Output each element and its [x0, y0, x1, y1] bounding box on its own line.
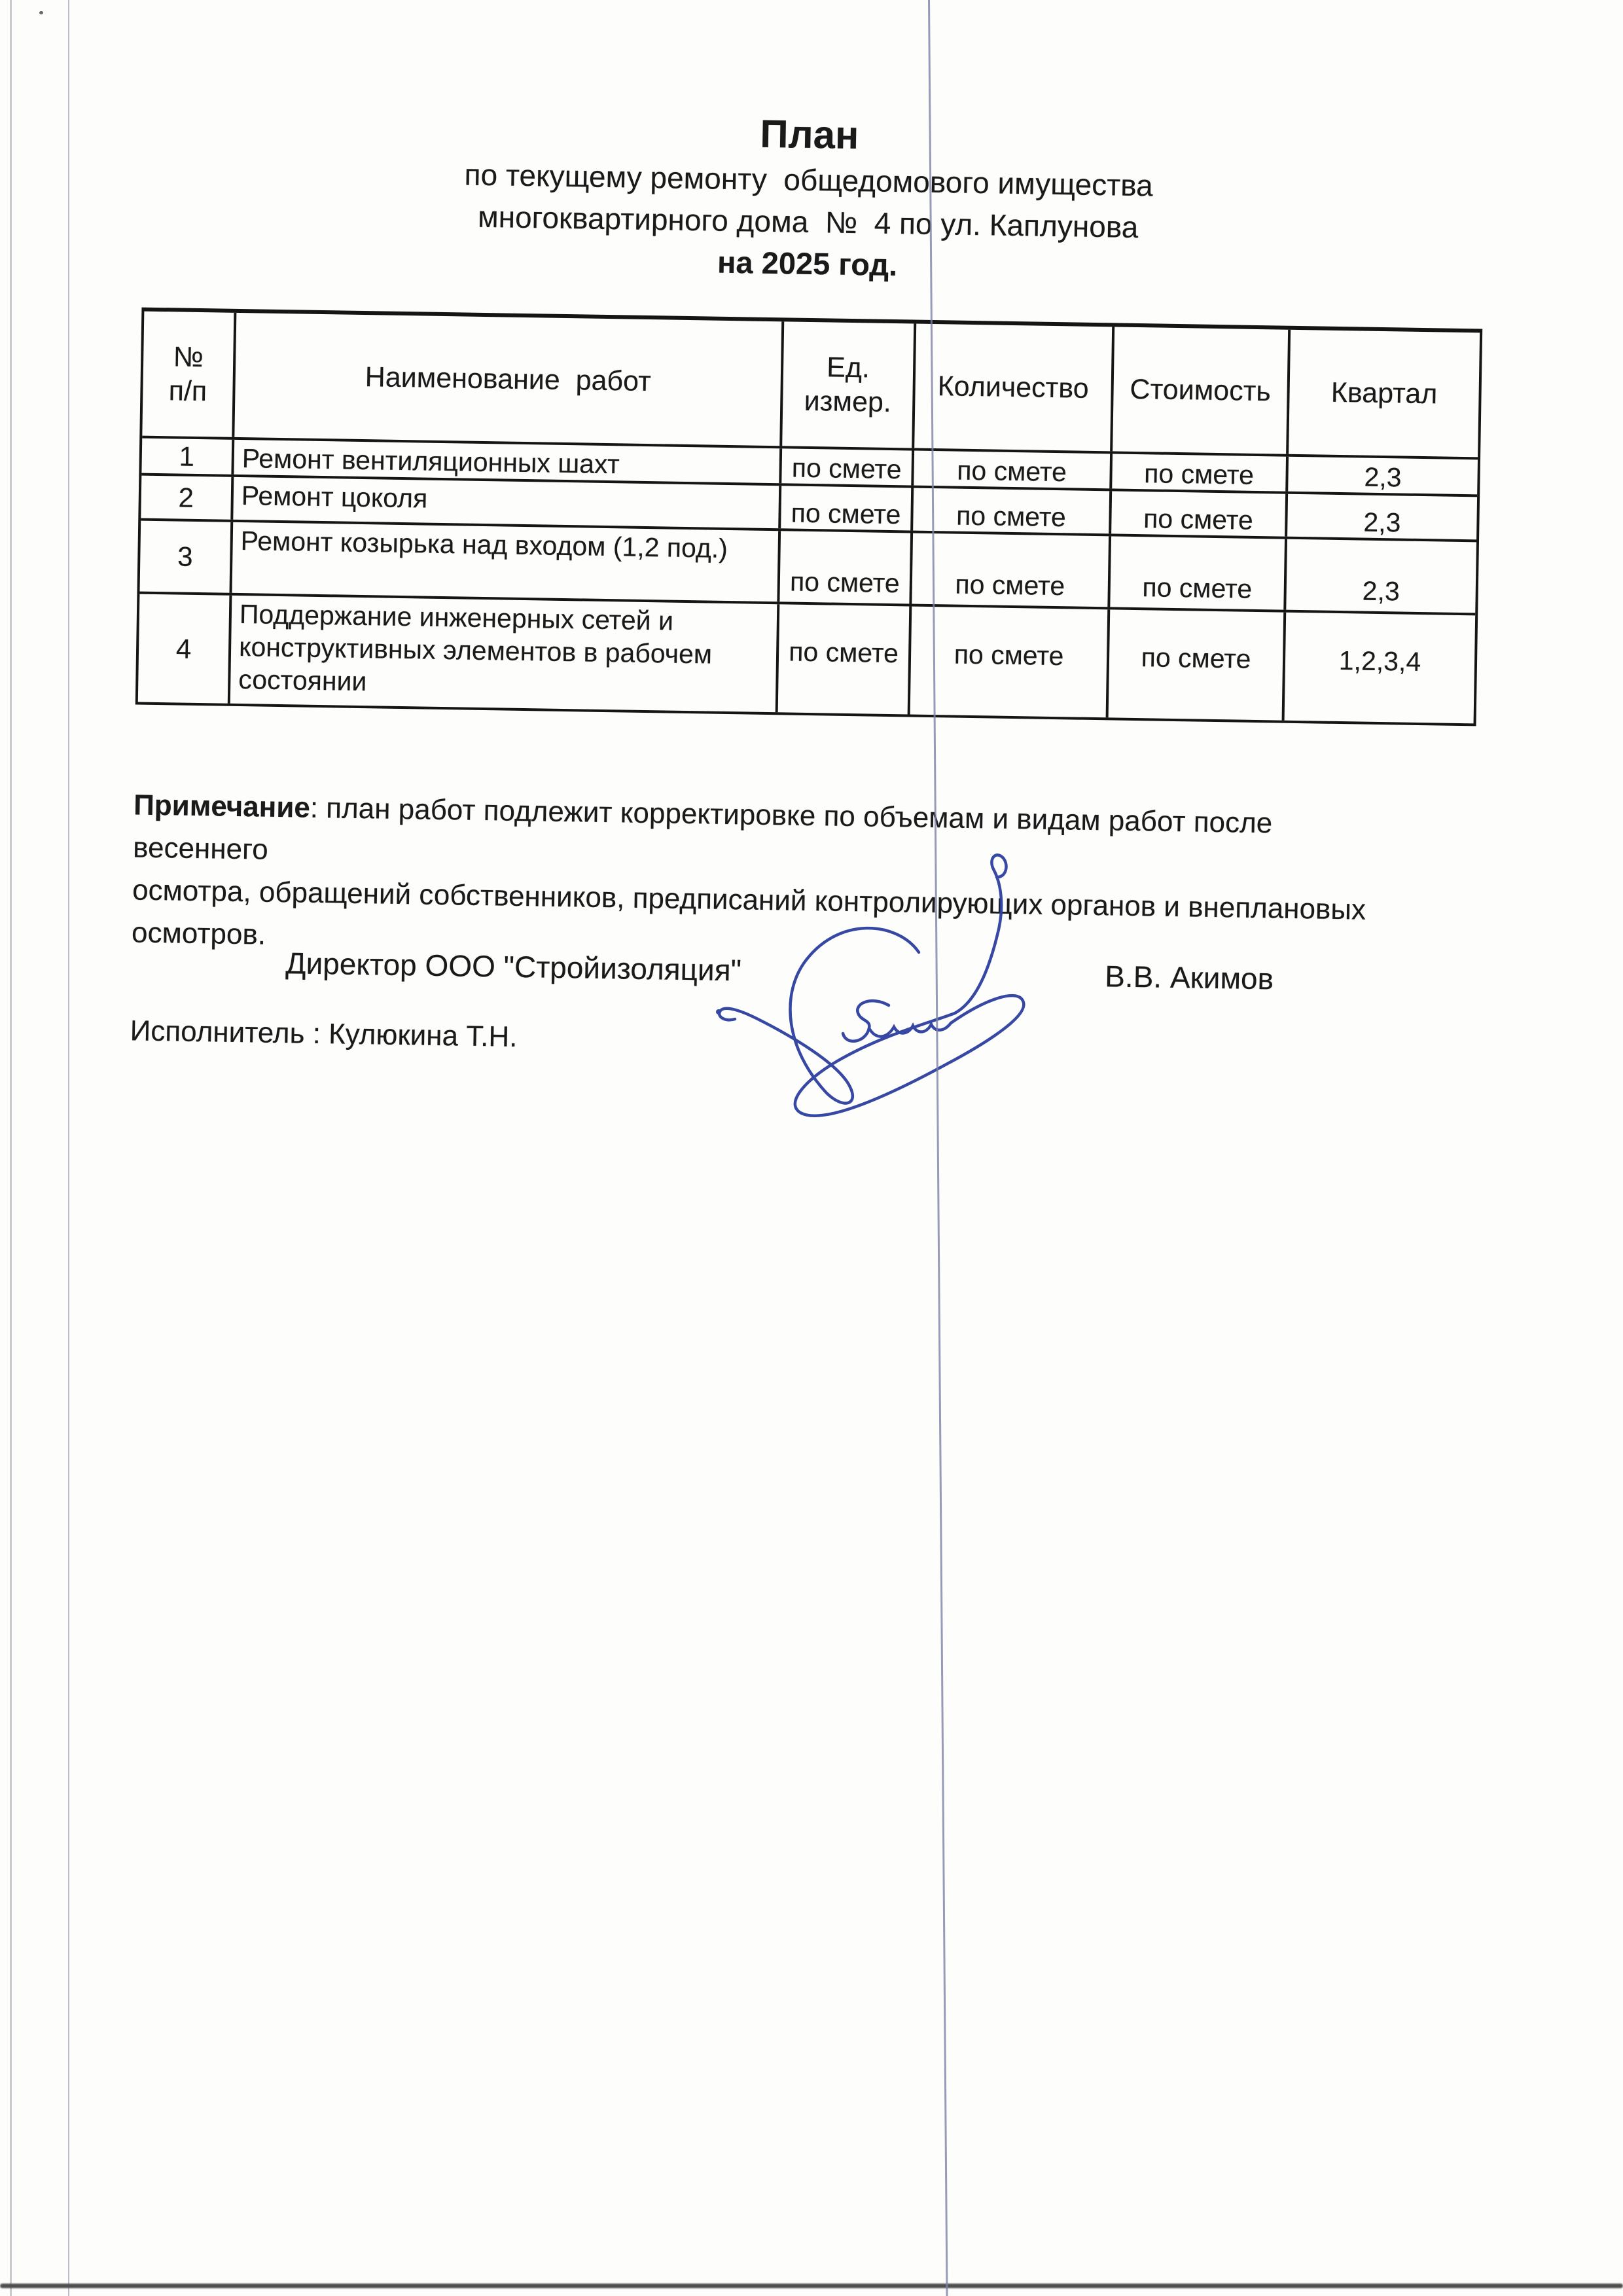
row-cost: по смете: [1109, 491, 1285, 536]
row-qty: по смете: [911, 450, 1110, 488]
document-title-block: [0, 98, 1621, 298]
works-plan-table: [135, 308, 1482, 726]
row-name: Ремонт цоколя: [230, 477, 779, 528]
note-text: : план работ подлежит корректировке по объемам и видам работ после весеннего осмотра, обращений собственников, предписаний контролирующих органов и внеплановых осмотров.: [131, 791, 1366, 951]
executor-line: Исполнитель : Кулюкина Т.Н.: [130, 1014, 518, 1053]
row-num: 1: [179, 440, 195, 472]
director-signature-ink: [694, 838, 1060, 1139]
row-name: Ремонт козырька над входом (1,2 под.): [229, 522, 778, 601]
row-name: Ремонт вентиляционных шахт: [231, 440, 779, 483]
document-subtitle-line1: по текущему ремонту общедомового имущества: [464, 157, 1154, 203]
row-num: 3: [177, 541, 193, 572]
header-unit: Ед. измер.: [779, 321, 914, 448]
director-title-line: Директор ООО "Стройизоляция": [285, 946, 742, 988]
director-name: В.В. Акимов: [1104, 959, 1274, 996]
row-unit: по смете: [779, 448, 912, 485]
header-cost: Стоимость: [1110, 327, 1288, 454]
document-year-line: на 2025 год.: [717, 244, 898, 283]
row-qty: по смете: [909, 533, 1109, 607]
left-fold-line: [68, 0, 69, 2296]
row-cost: по смете: [1106, 609, 1284, 720]
table-row: [138, 592, 1475, 724]
header-qty: Количество: [912, 324, 1112, 452]
row-quarter: 2,3: [1283, 539, 1476, 613]
table-header-row: [142, 312, 1480, 457]
row-cost: по смете: [1107, 536, 1285, 609]
scan-bottom-edge-shadow: [0, 2284, 1623, 2288]
header-quarter: Квартал: [1286, 330, 1480, 457]
header-name: Наименование работ: [232, 313, 781, 446]
row-cost: по смете: [1109, 454, 1286, 491]
row-name: Поддержание инженерных сетей и конструктивных элементов в рабочем состоянии: [228, 596, 777, 712]
row-unit: по смете: [777, 531, 910, 603]
row-unit: по смете: [776, 604, 910, 714]
row-quarter: 2,3: [1285, 494, 1477, 540]
header-num: № п/п: [168, 341, 207, 408]
document-subtitle-line2: многоквартирного дома № 4 по ул. Каплунова: [477, 199, 1139, 245]
row-quarter: 2,3: [1285, 457, 1478, 495]
scan-left-edge-shadow: [10, 0, 12, 2296]
row-qty: по смете: [908, 606, 1108, 717]
row-quarter: 1,2,3,4: [1282, 613, 1476, 724]
row-num: 2: [178, 482, 194, 513]
row-qty: по смете: [910, 488, 1109, 533]
row-unit: по смете: [778, 486, 911, 530]
row-num: 4: [175, 632, 192, 664]
scan-speck: [39, 11, 43, 14]
note-label: Примечание: [133, 789, 311, 824]
document-title: План: [759, 111, 859, 158]
